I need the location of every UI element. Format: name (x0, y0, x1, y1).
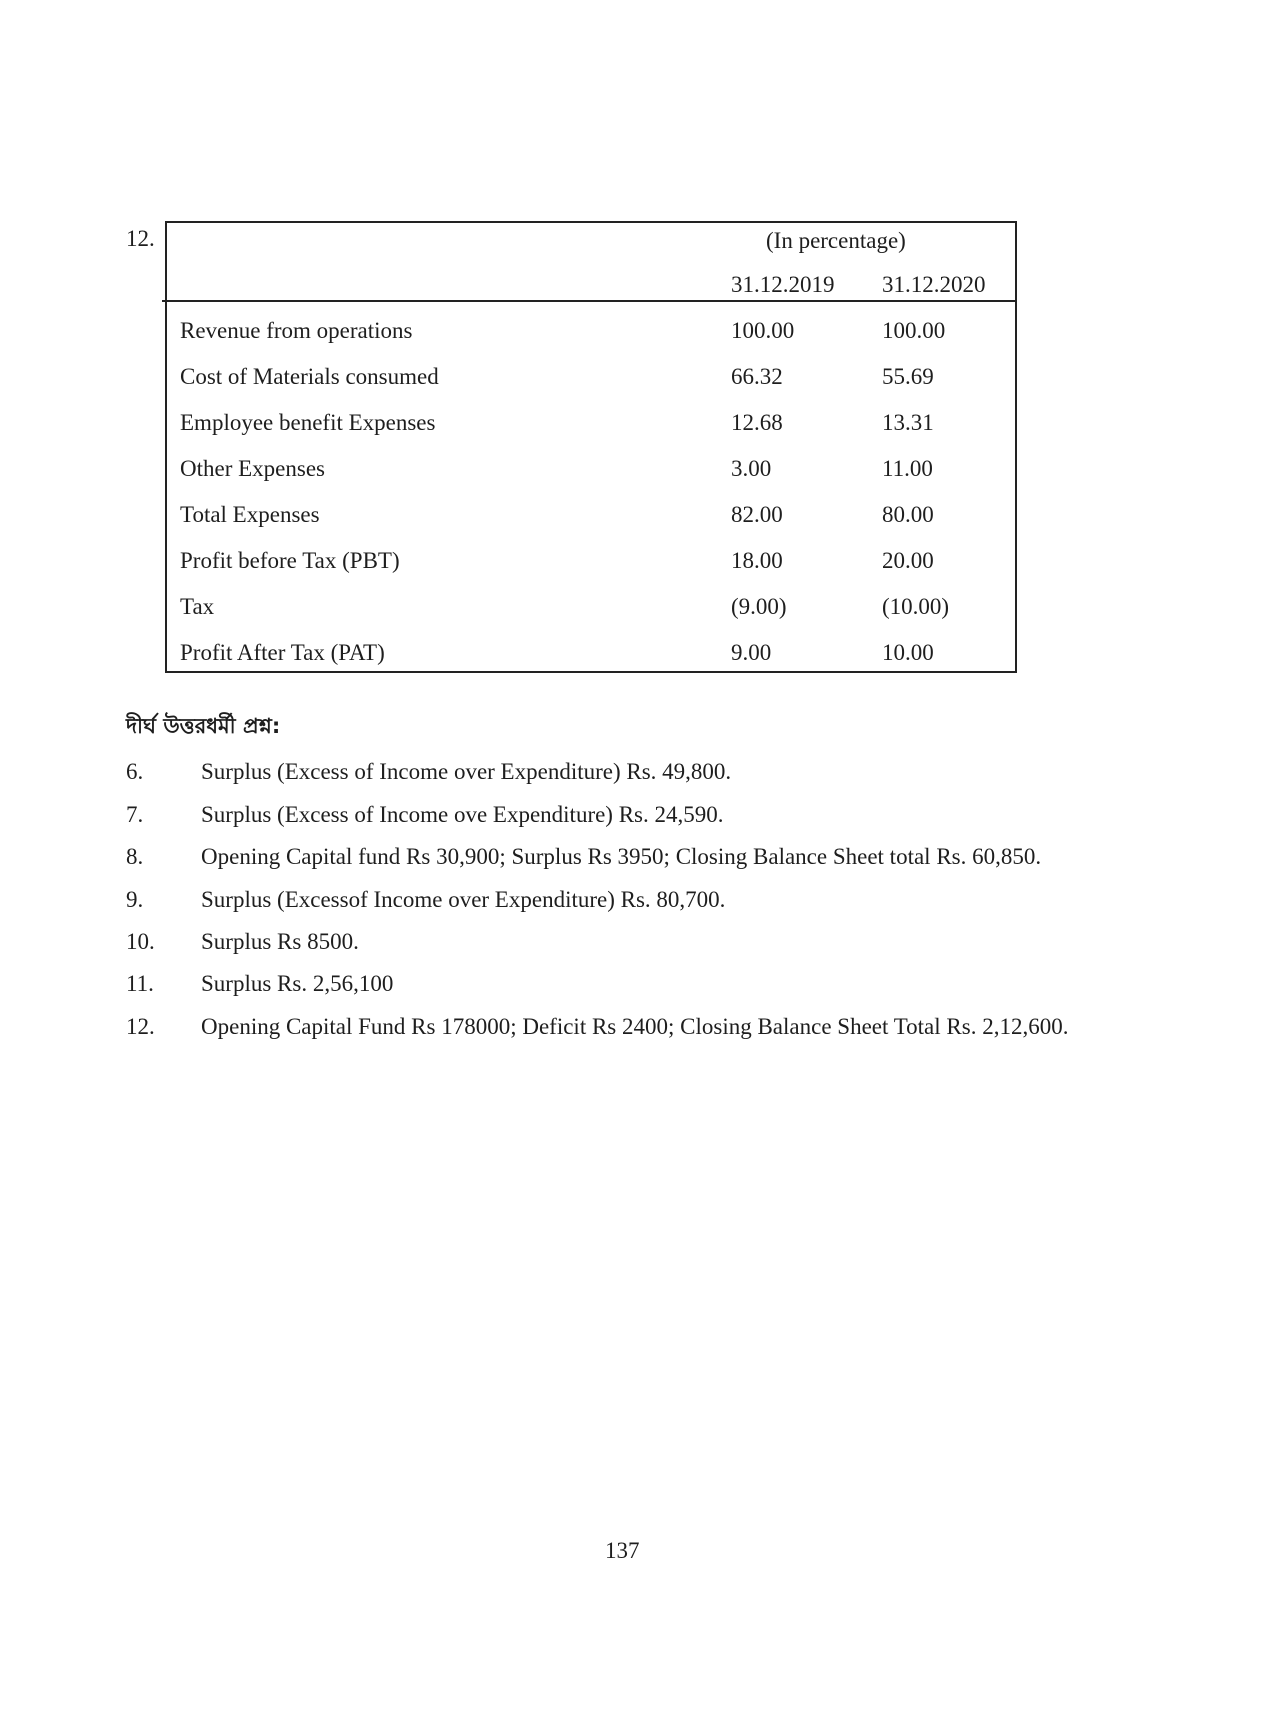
row-value-2019: 3.00 (731, 456, 772, 481)
row-label-tax: Tax (180, 594, 215, 619)
row-value-2020: 100.00 (882, 318, 946, 343)
row-value-2019: 66.32 (731, 364, 783, 389)
row-value-2019: 100.00 (731, 318, 795, 343)
answer-number: 9. (126, 887, 144, 912)
answer-number: 12. (126, 1014, 155, 1039)
answer-text: Surplus (Excess of Income ove Expenditure) Rs. 24,590. (201, 802, 724, 827)
row-value-2020: 55.69 (882, 364, 934, 389)
answer-number: 6. (126, 759, 144, 784)
row-value-2020: 10.00 (882, 640, 934, 665)
row-label-other-expenses: Other Expenses (180, 456, 325, 481)
answer-text: Surplus Rs 8500. (201, 929, 359, 954)
answer-number: 8. (126, 844, 144, 869)
answer-text: Surplus (Excessof Income over Expenditure) Rs. 80,700. (201, 887, 726, 912)
column-header-2020: 31.12.2020 (882, 272, 986, 297)
row-value-2020: (10.00) (882, 594, 950, 619)
question-number: 12. (126, 226, 155, 251)
section-heading: দীর্ঘ উত্তরধর্মী প্রশ্ন: (126, 714, 281, 738)
row-value-2019: 18.00 (731, 548, 783, 573)
row-value-2020: 20.00 (882, 548, 934, 573)
row-value-2019: 12.68 (731, 410, 783, 435)
answer-text: Opening Capital Fund Rs 178000; Deficit Rs 2400; Closing Balance Sheet Total Rs. 2,12,600. (201, 1014, 1069, 1039)
row-label-pat: Profit After Tax (PAT) (180, 640, 385, 665)
row-label-total-expenses: Total Expenses (180, 502, 320, 527)
table-header-rule (162, 300, 1017, 302)
page-number: 137 (605, 1538, 640, 1563)
row-label-pbt: Profit before Tax (PBT) (180, 548, 400, 573)
answer-number: 11. (126, 971, 154, 996)
row-label-revenue: Revenue from operations (180, 318, 413, 343)
row-value-2020: 13.31 (882, 410, 934, 435)
row-value-2020: 11.00 (882, 456, 933, 481)
row-value-2019: (9.00) (731, 594, 787, 619)
answer-text: Surplus Rs. 2,56,100 (201, 971, 394, 996)
row-value-2020: 80.00 (882, 502, 934, 527)
row-value-2019: 82.00 (731, 502, 783, 527)
row-label-cost-materials: Cost of Materials consumed (180, 364, 439, 389)
answer-number: 7. (126, 802, 144, 827)
row-label-employee-benefit: Employee benefit Expenses (180, 410, 436, 435)
answer-number: 10. (126, 929, 155, 954)
column-header-2019: 31.12.2019 (731, 272, 835, 297)
answer-text: Surplus (Excess of Income over Expenditure) Rs. 49,800. (201, 759, 732, 784)
row-value-2019: 9.00 (731, 640, 772, 665)
answer-text: Opening Capital fund Rs 30,900; Surplus Rs 3950; Closing Balance Sheet total Rs. 60,850. (201, 844, 1042, 869)
table-unit-note: (In percentage) (766, 228, 906, 253)
